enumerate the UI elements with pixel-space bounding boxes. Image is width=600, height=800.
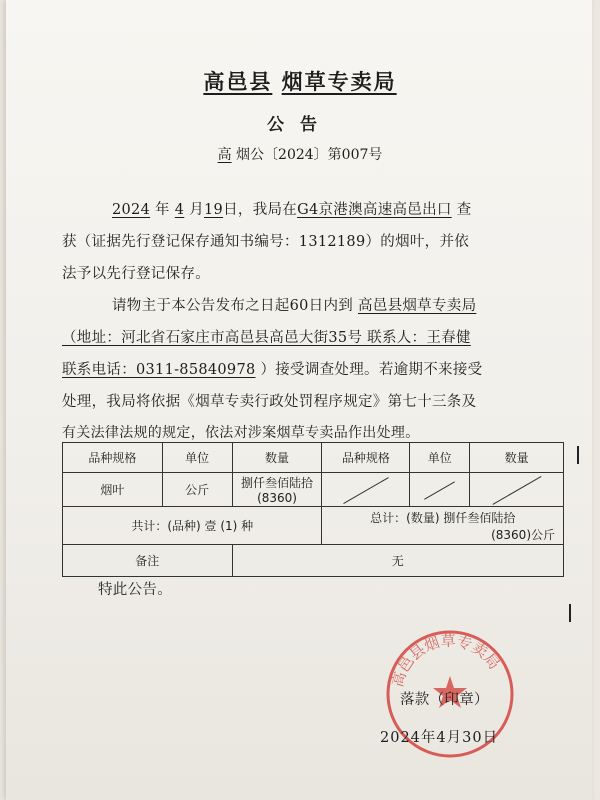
table-row — [63, 473, 564, 507]
row-unit: 公斤 — [162, 473, 232, 507]
table-header-cell: 品种规格 — [63, 443, 163, 473]
table-total-row — [63, 507, 564, 545]
remark-label: 备注 — [63, 545, 233, 577]
para2-line3-suffix: ）接受调查处理。若逾期不来接受 — [260, 362, 483, 378]
para1-line1 — [112, 198, 471, 219]
row-quantity-number: (8360) — [257, 491, 297, 505]
para2-phone: 联系电话：0311-85840978 — [62, 362, 256, 378]
para2-line3 — [62, 358, 482, 379]
empty-slash-cell — [470, 473, 564, 507]
row-quantity — [232, 473, 322, 507]
para1-text-b: 查 — [456, 202, 472, 218]
notice-heading: 公告 — [267, 115, 333, 135]
edge-mark — [569, 604, 571, 622]
remark-value: 无 — [232, 545, 563, 577]
table-header-cell: 单位 — [410, 443, 470, 473]
row-quantity-text: 捌仟叁佰陆拾 — [241, 476, 314, 490]
empty-slash-cell — [410, 473, 470, 507]
para1-line3: 法予以先行登记保存。 — [62, 266, 210, 282]
table-remark-row — [63, 545, 564, 577]
document-number — [0, 144, 600, 164]
para1-month: 4 — [174, 202, 185, 218]
seal-text-path: 高邑县烟草专卖局 — [388, 631, 504, 690]
title-county: 高邑县 — [203, 69, 273, 94]
para2-line2: （地址：河北省石家庄市高邑县高邑大街35号 联系人：王春健 — [62, 330, 471, 346]
doc-number-rest: 烟公〔2024〕第007号 — [236, 147, 383, 163]
total-quantity — [322, 507, 564, 545]
closing-text: 特此公告。 — [98, 582, 172, 598]
table-header-cell: 单位 — [162, 443, 232, 473]
table-header-cell: 数量 — [470, 443, 564, 473]
total-quantity-line1: 总计：(数量) 捌仟叁佰陆拾 — [370, 510, 516, 525]
goods-table — [62, 442, 564, 577]
signature-label: 落款（印章） — [400, 692, 489, 708]
para1-line2: 获（证据先行登记保存通知书编号：1312189）的烟叶，并依 — [62, 234, 470, 250]
edge-mark — [577, 446, 579, 464]
para1-month-label: 月 — [189, 202, 205, 218]
table-header-cell: 数量 — [232, 443, 322, 473]
total-variety: 共计：(品种) 壹 (1) 种 — [63, 507, 322, 545]
para2-office: 高邑县烟草专卖局 — [357, 298, 477, 314]
row-variety: 烟叶 — [63, 473, 163, 507]
seal-text — [388, 632, 503, 689]
total-quantity-line2: (8360)公斤 — [491, 527, 555, 542]
para1-location: G4京港澳高速高邑出口 — [297, 202, 452, 218]
para2-line5: 有关法律法规的规定，依法对涉案烟草专卖品作出处理。 — [62, 425, 420, 441]
para2-prefix: 请物主于本公告发布之日起60日内到 — [112, 298, 354, 314]
empty-slash-cell — [322, 473, 410, 507]
para2-line1 — [112, 294, 476, 315]
para1-text-a: 日，我局在 — [223, 202, 298, 218]
title-bureau: 烟草专卖局 — [281, 69, 397, 94]
para1-day: 19 — [204, 202, 224, 218]
issue-date: 2024年4月30日 — [380, 730, 499, 746]
table-header-cell: 品种规格 — [322, 443, 410, 473]
para1-year: 2024 — [112, 202, 151, 218]
doc-number-prefix: 高 — [217, 147, 232, 163]
para2-line4: 处理，我局将依据《烟草专卖行政处罚程序规定》第七十三条及 — [62, 394, 477, 410]
page-title — [0, 66, 600, 96]
para1-year-label: 年 — [155, 202, 170, 218]
table-header-row — [63, 443, 564, 473]
